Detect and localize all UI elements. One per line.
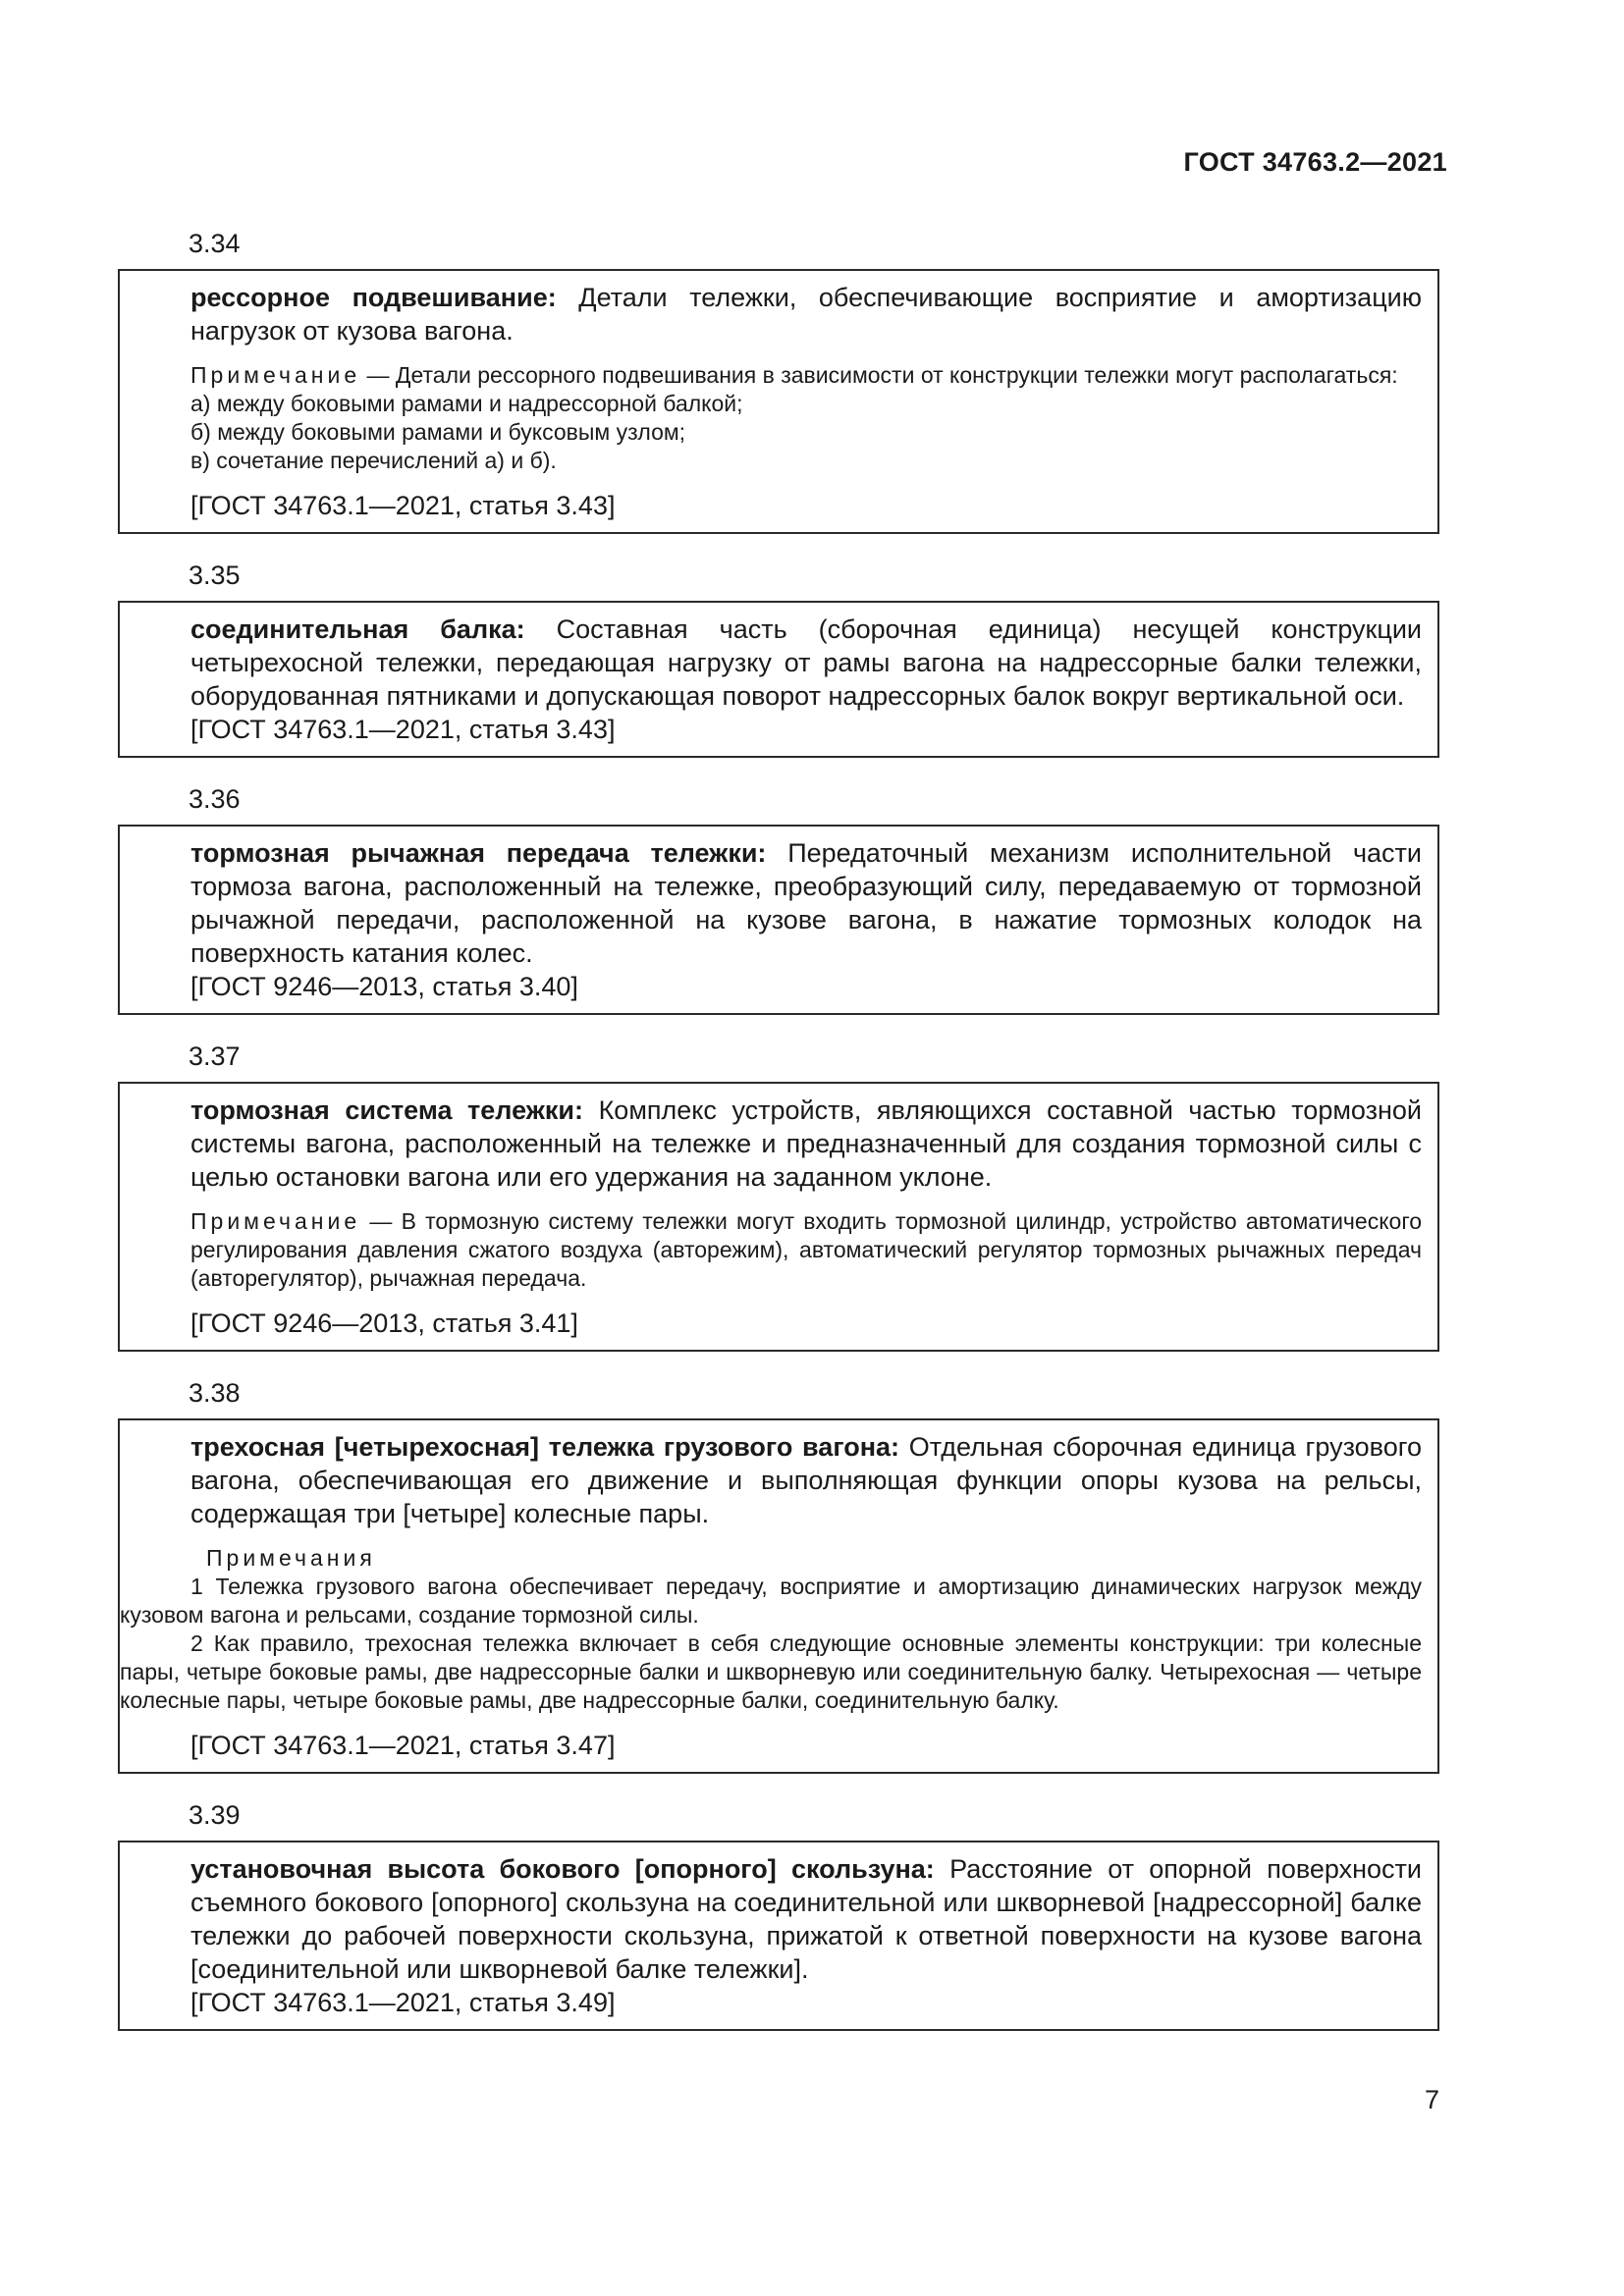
definition-text: Комплекс устройств, являющихся составной частью тормозной системы вагона, расположенный на тележке и предназначенный для создания тормозной силы с целью остановки вагона или его удержания на заданном уклоне. — [190, 1095, 1423, 1192]
term-entry-3-35 — [118, 601, 1439, 758]
note-list-item: в) сочетание перечислений а) и б). — [190, 448, 557, 473]
definition-text: Передаточный механизм исполнительной части тормоза вагона, расположенный на тележке, преобразующий силу, передаваемую от тормозной рычажной передачи, расположенной на кузове вагона, в нажатие тормозных колодок на поверхность катания колес. — [190, 838, 1423, 968]
term-number: 3.34 — [189, 229, 241, 258]
term-note — [190, 361, 1422, 475]
term-notes — [120, 1544, 1422, 1715]
term-source-reference: [ГОСТ 34763.1—2021, статья 3.49] — [190, 1988, 616, 2017]
term-number: 3.38 — [189, 1378, 241, 1408]
definition-text: Составная часть (сборочная единица) несущей конструкции четырехосной тележки, передающая нагрузку от рамы вагона на надрессорные балки тележки, оборудованная пятниками и допускающая поворот надрессорных балок вокруг вертикальной оси. — [190, 614, 1422, 711]
term-headword: трехосная [четырехосная] тележка грузового вагона: — [190, 1432, 900, 1462]
term-definition — [190, 281, 1422, 347]
term-headword: рессорное подвешивание: — [190, 283, 557, 312]
term-entry-3-36 — [118, 825, 1439, 1015]
term-entry-3-38 — [118, 1418, 1439, 1774]
term-definition — [190, 1852, 1422, 1986]
note-text: — Детали рессорного подвешивания в зависимости от конструкции тележки могут располагаться: — [360, 362, 1398, 388]
term-number: 3.36 — [189, 784, 241, 814]
term-source-reference: [ГОСТ 34763.1—2021, статья 3.43] — [190, 491, 616, 520]
note-item: 2 Как правило, трехосная тележка включает в себя следующие основные элементы конструкции: три колесные пары, четыре боковые рамы, две надрессорные балки и шкворневую или соединительную балку. Четырехосная — четыре колесные пары, четыре боковые рамы, две надрессорные балки, соединительную балку. — [120, 1630, 1422, 1713]
term-headword: тормозная рычажная передача тележки: — [190, 838, 767, 868]
term-headword: установочная высота бокового [опорного] скользуна: — [190, 1854, 935, 1884]
note-paragraph — [190, 361, 1422, 390]
note-label: Примечание — [190, 1208, 361, 1234]
term-definition — [190, 1430, 1422, 1530]
term-source-reference: [ГОСТ 34763.1—2021, статья 3.47] — [190, 1731, 616, 1760]
note-list-item: а) между боковыми рамами и надрессорной балкой; — [190, 391, 743, 416]
term-entry-3-37 — [118, 1082, 1439, 1352]
document-code-header: ГОСТ 34763.2—2021 — [1183, 147, 1447, 177]
term-definition — [190, 613, 1422, 713]
term-entry-3-34 — [118, 269, 1439, 534]
term-definition — [190, 1094, 1422, 1194]
term-definition — [190, 836, 1422, 970]
term-headword: соединительная балка: — [190, 614, 525, 644]
definition-text: Детали тележки, обеспечивающие восприятие и амортизацию нагрузок от кузова вагона. — [190, 283, 1422, 346]
definition-text: Расстояние от опорной поверхности съемного бокового [опорного] скользуна на соединительной или шкворневой [надрессорной] балке тележки до рабочей поверхности скользуна, прижатой к ответной поверхности на кузове вагона [соединительной или шкворневой балке тележки]. — [190, 1854, 1423, 1984]
term-number: 3.35 — [189, 561, 241, 590]
term-source-reference: [ГОСТ 34763.1—2021, статья 3.43] — [190, 715, 616, 744]
note-list-item: б) между боковыми рамами и буксовым узлом; — [190, 419, 686, 445]
definition-text: Отдельная сборочная единица грузового вагона, обеспечивающая его движение и выполняющая функции опоры кузова на рельсы, содержащая три [четыре] колесные пары. — [190, 1432, 1423, 1528]
terms-list — [118, 224, 1439, 2053]
term-entry-3-39 — [118, 1841, 1439, 2031]
note-text: — В тормозную систему тележки могут входить тормозной цилиндр, устройство автоматического регулирования давления сжатого воздуха (авторежим), автоматический регулятор тормозных рычажных передач (авторегулятор), рычажная передача. — [190, 1208, 1422, 1291]
page-number: 7 — [1424, 2085, 1439, 2114]
note-label: Примечание — [190, 362, 361, 388]
term-note — [190, 1207, 1422, 1293]
notes-heading: Примечания — [206, 1545, 376, 1571]
note-item: 1 Тележка грузового вагона обеспечивает передачу, восприятие и амортизацию динамических нагрузок между кузовом вагона и рельсами, создание тормозной силы. — [120, 1574, 1422, 1628]
term-source-reference: [ГОСТ 9246—2013, статья 3.40] — [190, 972, 578, 1001]
term-number: 3.39 — [189, 1800, 241, 1830]
term-source-reference: [ГОСТ 9246—2013, статья 3.41] — [190, 1308, 578, 1338]
term-headword: тормозная система тележки: — [190, 1095, 583, 1125]
term-number: 3.37 — [189, 1041, 241, 1071]
